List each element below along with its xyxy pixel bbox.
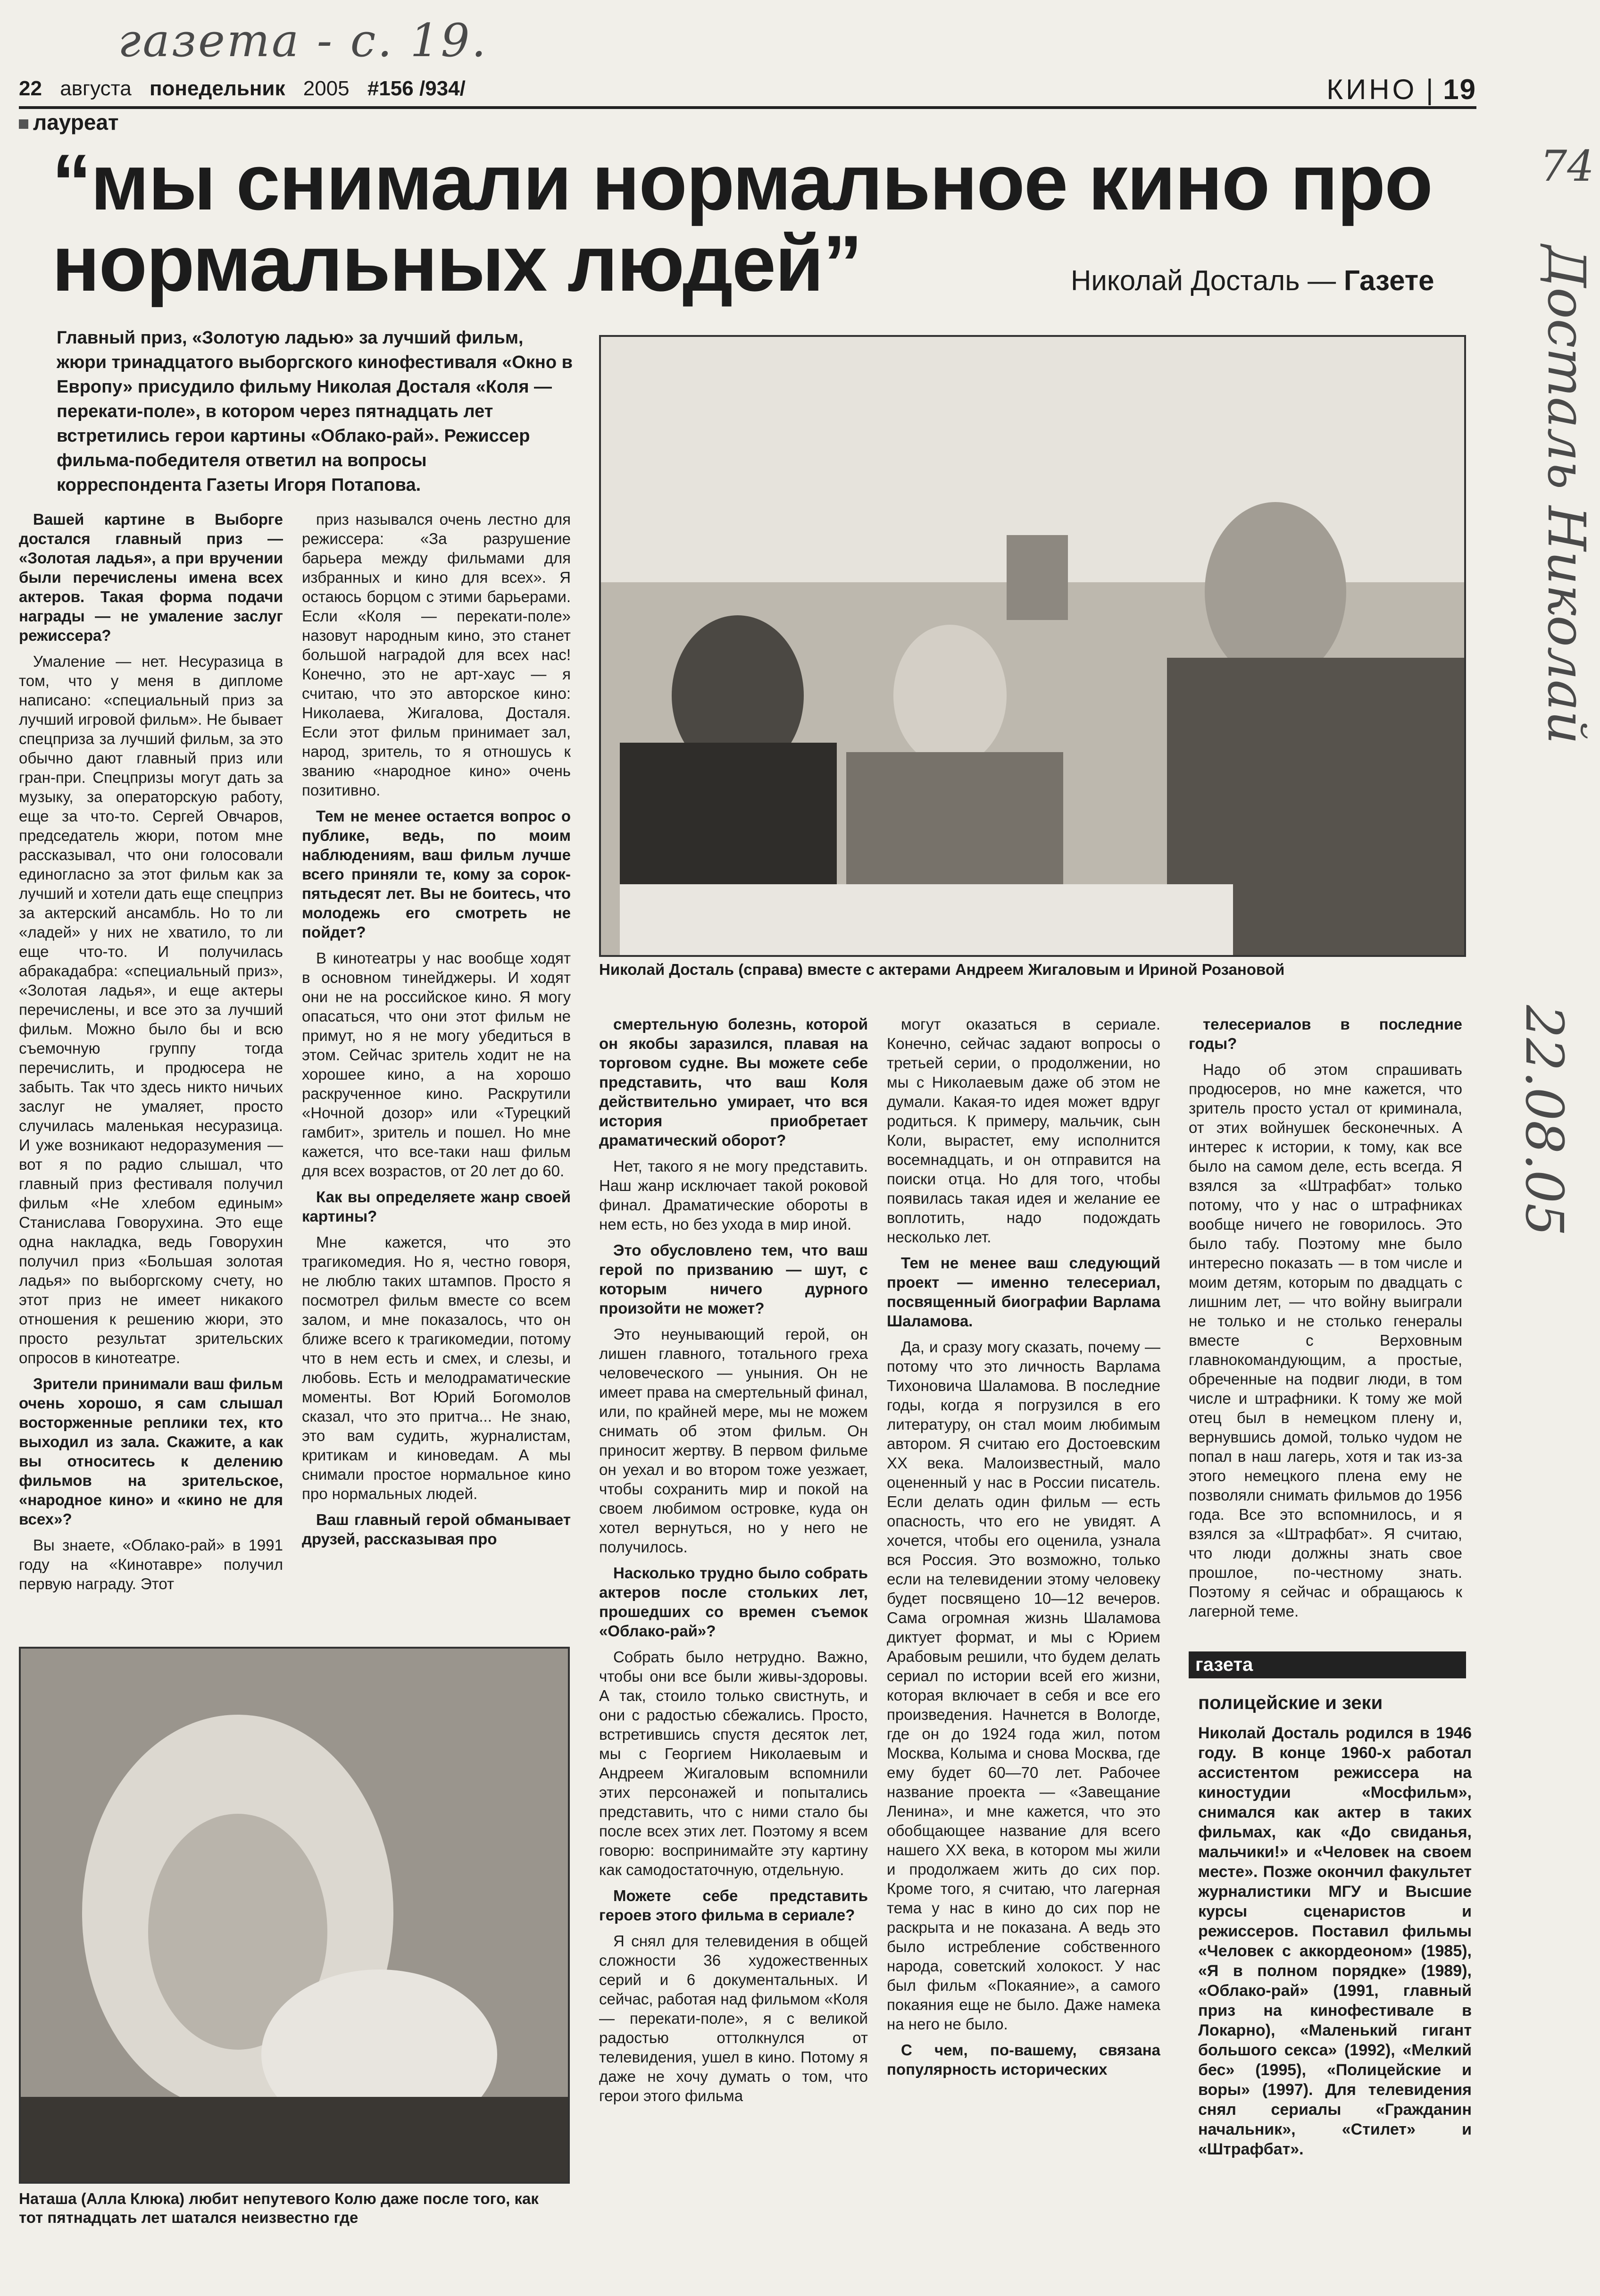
c4-p3: С чем, по-вашему, связана популярность исторических — [887, 2041, 1160, 2078]
c1-p2: Зрители принимали ваш фильм очень хорошо, я сам слышал восторженные реплики тех, кто выходил из зала. Скажите, а как вы относитесь к делению фильмов на зрительское, «народное кино» и «кино не для всех»? — [19, 1375, 283, 1528]
section-name: КИНО — [1326, 74, 1417, 105]
handwritten-number: 74 — [1540, 142, 1594, 191]
c4-p2: Да, и сразу могу сказать, почему — потому что это личность Варлама Тихоновича Шаламова. В последние годы, когда я погрузился в его литературу, он стал моим любимым автором. Я считаю его Достоевским XX века. Малоизвестный, мало оцененный у нас в России писатель. Если делать один фильм — есть опасность, что его не увидят. А хочется, чтобы его оценила, узнала вся Россия. Это возможно, только если на телевидении этому человеку будет посвящено 10—12 вечеров. Сама огромная жизнь Шаламова диктует формат, и мы с Юрием Арабовым решили, что будем делать сериал по истории всей его жизни, которая включает в себя и все его произведения. Начнется в Вологде, где он до 1924 года жил, потом Москва, Колыма и снова Москва, где ему будет 60—70 лет. Рабочее название проекта — «Завещание Ленина», и мне кажется, что это обобщающее название для всего нашего XX века, в котором мы жили и продолжаем жить до сих пор. Кроме того, я считаю, что лагерная тема у нас в кино до сих пор не раскрыта и не показана. А ведь это было истребление собственного народа, советский холокост. У нас был фильм «Покаяние», а самого покаяния еще не было. Даже намека на него не было. — [887, 1338, 1160, 2033]
sidebar-title: полицейские и зеки — [1198, 1693, 1383, 1713]
c3-p0: смертельную болезнь, которой он якобы заразился, плавая на торговом судне. Вы можете себе представить, что ваш Коля действительно умирает, что вся история приобретает драматический оборот? — [599, 1015, 868, 1149]
photo1-caption: Николай Досталь (справа) вместе с актерами Андреем Жигаловым и Ириной Розановой — [599, 961, 1285, 978]
c3-p6: Можете себе представить героев этого фильма в сериале? — [599, 1887, 868, 1924]
header-section — [1326, 73, 1476, 106]
photo-illustration-1 — [601, 337, 1464, 955]
article-column-3 — [599, 1014, 868, 2288]
photo-director-with-actors — [599, 335, 1466, 957]
c2-p5: Ваш главный герой обманывает друзей, рассказывая про — [302, 1511, 571, 1548]
sidebar-text: Николай Досталь родился в 1946 году. В конце 1960-х работал ассистентом режиссера на киностудии «Мосфильм», снимался как актер в таких фильмах, как «До свиданья, мальчики!» и «Человек на своем месте». Позже окончил факультет журналистики МГУ и Высшие курсы сценаристов и режиссеров. Поставил фильмы «Человек с аккордеоном» (1985), «Я в полном порядке» (1989), «Облако-рай» (1991, главный приз на кинофестивале в Локарно), «Маленький гигант большого секса» (1992), «Мелкий бес» (1995), «Полицейские и воры» (1997). Для телевидения снял сериалы «Гражданин начальник», «Стилет» и «Штрафбат». — [1198, 1724, 1472, 2158]
header-divider: | — [1425, 74, 1443, 105]
c3-p7: Я снял для телевидения в общей сложности 36 художественных серий и 6 документальных. И сейчас, работая над фильмом «Коля — перекати-поле», я с великой радостью оттолкнулся от телевидения, ушел в кино. Потому я даже не хочу думать о том, что герои этого фильма — [599, 1932, 868, 2104]
c3-p3: Это неунывающий герой, он лишен главного, тотального греха человеческого — уныния. Он не имеет права на смертельный финал, или, по крайней мере, мы не можем снимать об этом фильм. Он приносит жертву. В первом фильме он уехал и во втором тоже уезжает, чтобы сохранить мир и покой на своем любимом островке, куда он хотел вернуться, но у него не получилось. — [599, 1325, 868, 1556]
c1-p0: Вашей картине в Выборге достался главный приз — «Золотая ладья», а при вручении были перечислены имена всех актеров. Такая форма подачи награды — не умаление заслуг режиссера? — [19, 511, 283, 644]
photo-natasha — [19, 1647, 570, 2184]
header-day: 22 — [19, 77, 42, 100]
headline: “мы снимали нормальное кино про нормальных людей” — [52, 138, 1432, 308]
c3-p4: Насколько трудно было собрать актеров после стольких лет, прошедших со времен съемок «Облако-рай»? — [599, 1564, 868, 1640]
handwritten-note-top: газета - с. 19. — [118, 14, 488, 67]
c1-p1: Умаление — нет. Несуразица в том, что у меня в дипломе написано: «специальный приз за лучший игровой фильм». Не бывает спецприза за лучший фильм, за это обычно дают главный приз или гран-при. Спецпризы могут дать за музыку, за операторскую работу, еще за что-то. Сергей Овчаров, председатель жюри, потом мне рассказывал, что они голосовали единогласно за этот фильм как за лучший и хотели дать еще спецприз за актерский ансамбль. Но то ли «ладей» у них не хватило, то ли еще что-то. И получилась абракадабра: «специальный приз», «Золотая ладья», и еще актеры перечислены, и все это за лучший фильм. Можно было бы и всю съемочную группу тогда перечислить, и продюсера не забыть. Так что здесь никто ничьих заслуг не умаляет, просто случилась маленькая несуразица. И уже возникают недоразумения — вот я по радио слышал, что главный приз фестиваля получил фильм «Не хлебом единым» Станислава Говорухина. Это еще одна накладка, ведь Говорухин получил приз «Большая золотая ладья» по выборгскому счету, но этот приз не имеет никакого отношения к решению жюри, это просто результат зрительских опросов в кинотеатре. — [19, 653, 283, 1366]
c5-p0: телесериалов в последние годы? — [1189, 1015, 1462, 1052]
sidebar-box — [1189, 1651, 1472, 2204]
header-date-line — [19, 77, 478, 101]
page-header — [19, 73, 1476, 109]
article-column-4 — [887, 1014, 1160, 2288]
c2-p2: В кинотеатры у нас вообще ходят в основном тинейджеры. И ходят они не на российское кино. Я могу опасаться, что они этот фильм не примут, но я не могу убедиться в этом. Сейчас зритель ходит не на хорошее кино, а на хорошо раскрученное кино. Раскрутили «Ночной дозор» или «Турецкий гамбит», зритель и пошел. Но мне кажется, что все-таки наш фильм для всех возрастов, от 20 лет до 60. — [302, 949, 571, 1180]
c4-p1: Тем не менее ваш следующий проект — именно телесериал, посвященный биографии Варлама Шаламова. — [887, 1254, 1160, 1330]
c2-p0: приз назывался очень лестно для режиссера: «За разрушение барьера между фильмами для избранных и кино для всех». Я остаюсь борцом с этими барьерами. Если «Коля — перекати-поле» назовут народным кино, это станет большой наградой для всех нас! Конечно, это не арт-хаус — я считаю, что это авторское кино: Николаева, Жигалова, Досталя. Если этот фильм принимает зал, народ, зритель, то я отношусь к званию «народное кино» очень позитивно. — [302, 511, 571, 799]
photo-illustration-2 — [21, 1649, 568, 2182]
sidebar-tag: газета — [1189, 1651, 1466, 1678]
header-month: августа — [60, 77, 132, 100]
c3-p5: Собрать было нетрудно. Важно, чтобы они все были живы-здоровы. А так, стоило только свистнуть, и они с радостью сбежались. Просто, встретившись спустя десяток лет, мы с Георгием Николаевым и Андреем Жигаловым вспомнили этих персонажей и попытались представить, что с ними стало бы после всех этих лет. Поэтому я всем говорю: воспринимайте эту картину как самодостаточную, отдельную. — [599, 1648, 868, 1878]
header-year: 2005 — [303, 77, 350, 100]
c2-p3: Как вы определяете жанр своей картины? — [302, 1188, 571, 1225]
article-column-2 — [302, 510, 571, 1633]
byline — [1071, 264, 1434, 297]
header-issue: #156 /934/ — [367, 77, 466, 100]
c2-p1: Тем не менее остается вопрос о публике, ведь, по моим наблюдениям, ваш фильм лучше всего приняли те, кому за сорок-пятьдесят лет. Вы не боитесь, что молодежь его смотреть не пойдет? — [302, 807, 571, 941]
photo2-caption: Наташа (Алла Клюка) любит непутевого Колю даже после того, как тот пятнадцать лет шатался неизвестно где — [19, 2190, 539, 2226]
header-weekday: понедельник — [149, 77, 285, 100]
page-number: 19 — [1443, 74, 1476, 105]
byline-dash: — — [1300, 265, 1344, 296]
handwritten-date: 22.08.05 — [1514, 1005, 1575, 1236]
rubric: лауреат — [19, 109, 119, 135]
lead-paragraph: Главный приз, «Золотую ладью» за лучший фильм, жюри тринадцатого выборгского кинофестиваля «Окно в Европу» присудило фильму Николая Досталя «Коля — перекати-поле», в котором через пятнадцать лет встретились герои картины «Облако-рай». Режиссер фильма-победителя ответил на вопросы корреспондента Газеты Игоря Потапова. — [57, 328, 573, 495]
c2-p4: Мне кажется, что это трагикомедия. Но я, честно говоря, не люблю таких штампов. Просто я посмотрел фильм вместе со всем залом, и мне показалось, что он ближе всего к трагикомедии, потому что в нем есть и смех, и слезы, и любовь. Есть и мелодраматические моменты. Вот Юрий Богомолов сказал, что это притча... Не знаю, это вам судить, журналистам, критикам и киноведам. А мы снимали простое нормальное кино про нормальных людей. — [302, 1233, 571, 1502]
c3-p1: Нет, такого я не могу представить. Наш жанр исключает такой роковой финал. Драматические обороты в нем есть, но без ухода в мир иной. — [599, 1157, 868, 1233]
c3-p2: Это обусловлено тем, что ваш герой по призванию — шут, с которым ничего дурного произойти не может? — [599, 1241, 868, 1317]
article-column-1 — [19, 510, 283, 1633]
c5-p1: Надо об этом спрашивать продюсеров, но мне кажется, что зритель просто устал от криминала, от этих войнушек бесконечных. А интерес к истории, к тому, как все было на самом деле, есть всегда. Я взялся за «Штрафбат» только потому, что у нас о штрафниках вообще ничего не говорилось. Это было табу. Поэтому мне было интересно показать — в том числе и моим детям, которым по двадцать с лишним лет, — что войну выиграли не только и не столько генералы вместе с Верховным главнокомандующим, а простые, обреченные на подвиг люди, в том числе и штрафники. К тому же мой отец был в немецком плену и, вернувшись домой, только чудом не попал в наш лагерь, хотя и так из-за этого немецкого плена ему не позволяли снимать фильмов до 1956 года. Все это вспомнилось, и я взялся за «Штрафбат». Я считаю, что люди должны знать свое прошлое, по-честному знать. Поэтому я сейчас и обращаюсь к лагерной теме. — [1189, 1061, 1462, 1620]
c4-p0: могут оказаться в сериале. Конечно, сейчас задают вопросы о третьей серии, о продолжении, но мы с Николаевым даже об этом не думали. Какая-то идея может вдруг родиться. К примеру, мальчик, сын Коли, вырастет, ему исполнится восемнадцать, и он отправится на поиски отца. Но для того, чтобы появилась такая идея и желание ее воплотить, надо подождать несколько лет. — [887, 1015, 1160, 1246]
c1-p3: Вы знаете, «Облако-рай» в 1991 году на «Кинотавре» получил первую награду. Этот — [19, 1536, 283, 1592]
byline-paper: Газете — [1343, 265, 1434, 296]
handwritten-name: Досталь Николай — [1536, 245, 1597, 745]
article-column-5 — [1189, 1014, 1462, 1651]
byline-author: Николай Досталь — [1071, 265, 1300, 296]
